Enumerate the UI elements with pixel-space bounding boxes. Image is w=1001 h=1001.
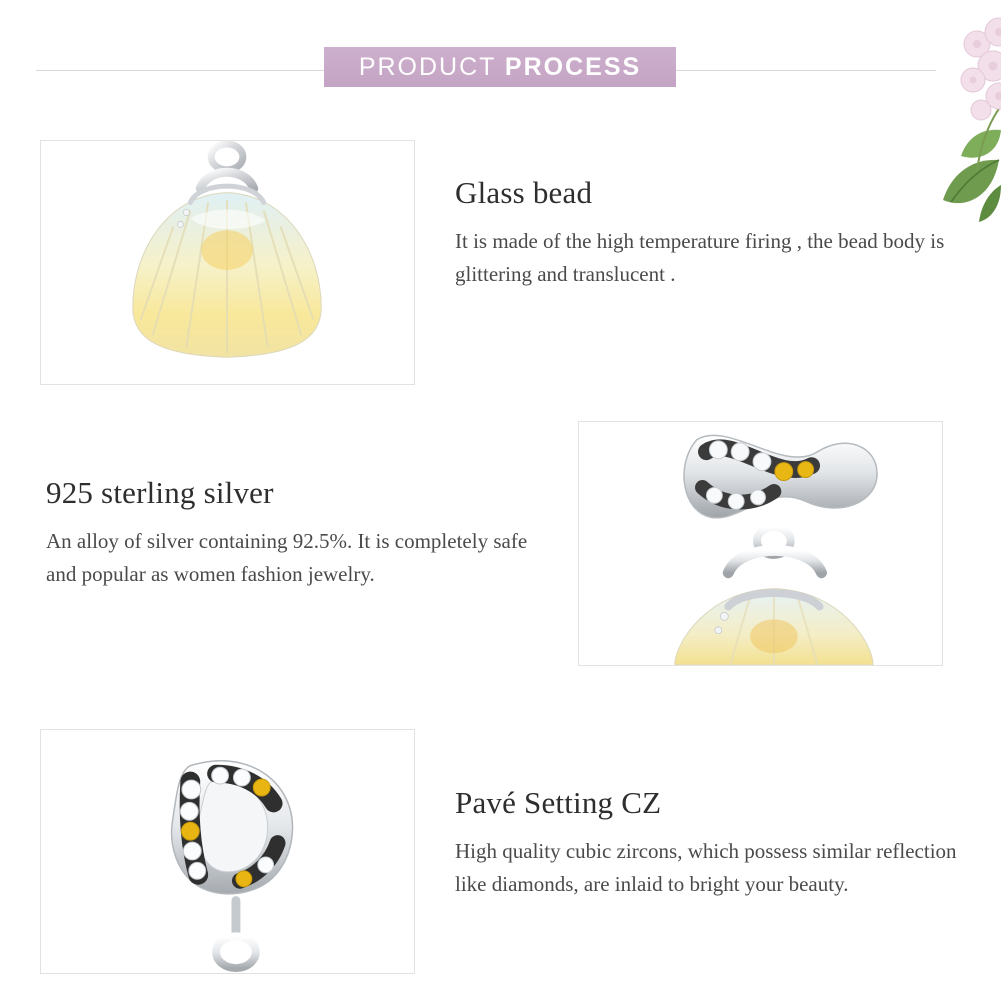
section-heading-glass-bead: Glass bead [455, 175, 593, 210]
section-body-pave-setting: High quality cubic zircons, which possess similar reflection like diamonds, are inlaid to bright your beauty. [455, 839, 957, 896]
section-body-glass-bead: It is made of the high temperature firing , the bead body is glittering and translucent . [455, 229, 945, 286]
page-header [0, 0, 1001, 120]
product-photo-pave-setting [40, 729, 415, 974]
section-heading-sterling-silver: 925 sterling silver [46, 475, 274, 510]
page-title-plain: PRODUCT [358, 52, 505, 81]
section-text-pave-setting [455, 785, 965, 901]
section-body-sterling-silver: An alloy of silver containing 92.5%. It is completely safe and popular as women fashion jewelry. [46, 529, 528, 586]
page-title-bold: PROCESS [504, 52, 642, 81]
product-photo-glass-bead [40, 140, 415, 385]
header-title-badge [324, 47, 676, 87]
section-text-glass-bead [455, 175, 965, 291]
section-text-sterling-silver [46, 475, 546, 591]
section-heading-pave-setting: Pavé Setting CZ [455, 785, 662, 820]
product-photo-sterling-silver [578, 421, 943, 666]
page-title [359, 53, 641, 82]
